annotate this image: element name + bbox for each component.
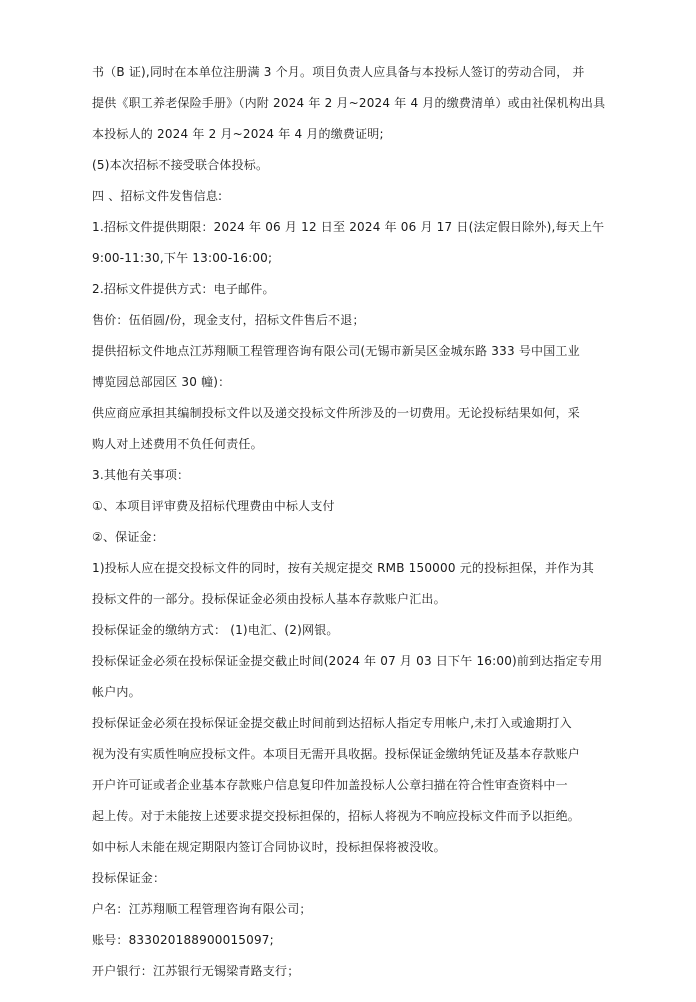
text-line: 投标文件的一部分。投标保证金必须由投标人基本存款账户汇出。 (92, 592, 446, 606)
text-line: 开户许可证或者企业基本存款账户信息复印件加盖投标人公章扫描在符合性审查资料中一 (92, 778, 568, 792)
text-line: 2.招标文件提供方式：电子邮件。 (92, 282, 275, 296)
bank-name: 开户银行：江苏银行无锡梁青路支行； (92, 964, 300, 978)
text-line: 帐户内。 (92, 685, 141, 699)
text-line: 提供招标文件地点江苏翔顺工程管理咨询有限公司(无锡市新吴区金城东路 333 号中国工业 (92, 344, 580, 358)
section-heading: 四 、招标文件发售信息: (92, 189, 223, 203)
text-line: 购人对上述费用不负任何责任。 (92, 437, 263, 451)
text-line: 本投标人的 2024 年 2 月~2024 年 4 月的缴费证明; (92, 127, 384, 141)
text-line: ①、本项目评审费及招标代理费由中标人支付 (92, 499, 335, 513)
text-line: 3.其他有关事项： (92, 468, 190, 482)
text-line: 博览园总部园区 30 幢)： (92, 375, 231, 389)
text-line: 投标保证金： (92, 871, 166, 885)
text-line: 提供《职工养老保险手册》（内附 2024 年 2 月~2024 年 4 月的缴费清单）或由社保机构出具 (92, 96, 606, 110)
text-line: 如中标人未能在规定期限内签订合同协议时，投标担保将被没收。 (92, 840, 446, 854)
text-line: 售价：伍佰圆/份，现金支付，招标文件售后不退； (92, 313, 365, 327)
text-line: 供应商应承担其编制投标文件以及递交投标文件所涉及的一切费用。无论投标结果如何，采 (92, 406, 581, 420)
text-line: 视为没有实质性响应投标文件。本项目无需开具收据。投标保证金缴纳凭证及基本存款账户 (92, 747, 581, 761)
text-line: 投标保证金必须在投标保证金提交截止时间(2024 年 07 月 03 日下午 16:00)前到达指定专用 (92, 654, 603, 668)
text-line: (5)本次招标不接受联合体投标。 (92, 158, 269, 172)
account-name: 户名：江苏翔顺工程管理咨询有限公司； (92, 902, 312, 916)
text-line: 书（B 证),同时在本单位注册满 3 个月。项目负责人应具备与本投标人签订的劳动合同， 并 (92, 65, 585, 79)
account-number: 账号：833020188900015097; (92, 933, 274, 947)
text-line: 1)投标人应在提交投标文件的同时，按有关规定提交 RMB 150000 元的投标担保，并作为其 (92, 561, 594, 575)
text-line: 投标保证金的缴纳方式： (1)电汇、(2)网银。 (92, 623, 339, 637)
text-line: ②、保证金： (92, 530, 164, 544)
text-line: 1.招标文件提供期限：2024 年 06 月 12 日至 2024 年 06 月 17 日(法定假日除外),每天上午 (92, 220, 605, 234)
document-body (92, 64, 624, 994)
text-line: 9:00-11:30,下午 13:00-16:00; (92, 251, 273, 265)
text-line: 起上传。对于未能按上述要求提交投标担保的，招标人将视为不响应投标文件而予以拒绝。 (92, 809, 581, 823)
text-line: 投标保证金必须在投标保证金提交截止时间前到达招标人指定专用帐户,未打入或逾期打入 (92, 716, 572, 730)
